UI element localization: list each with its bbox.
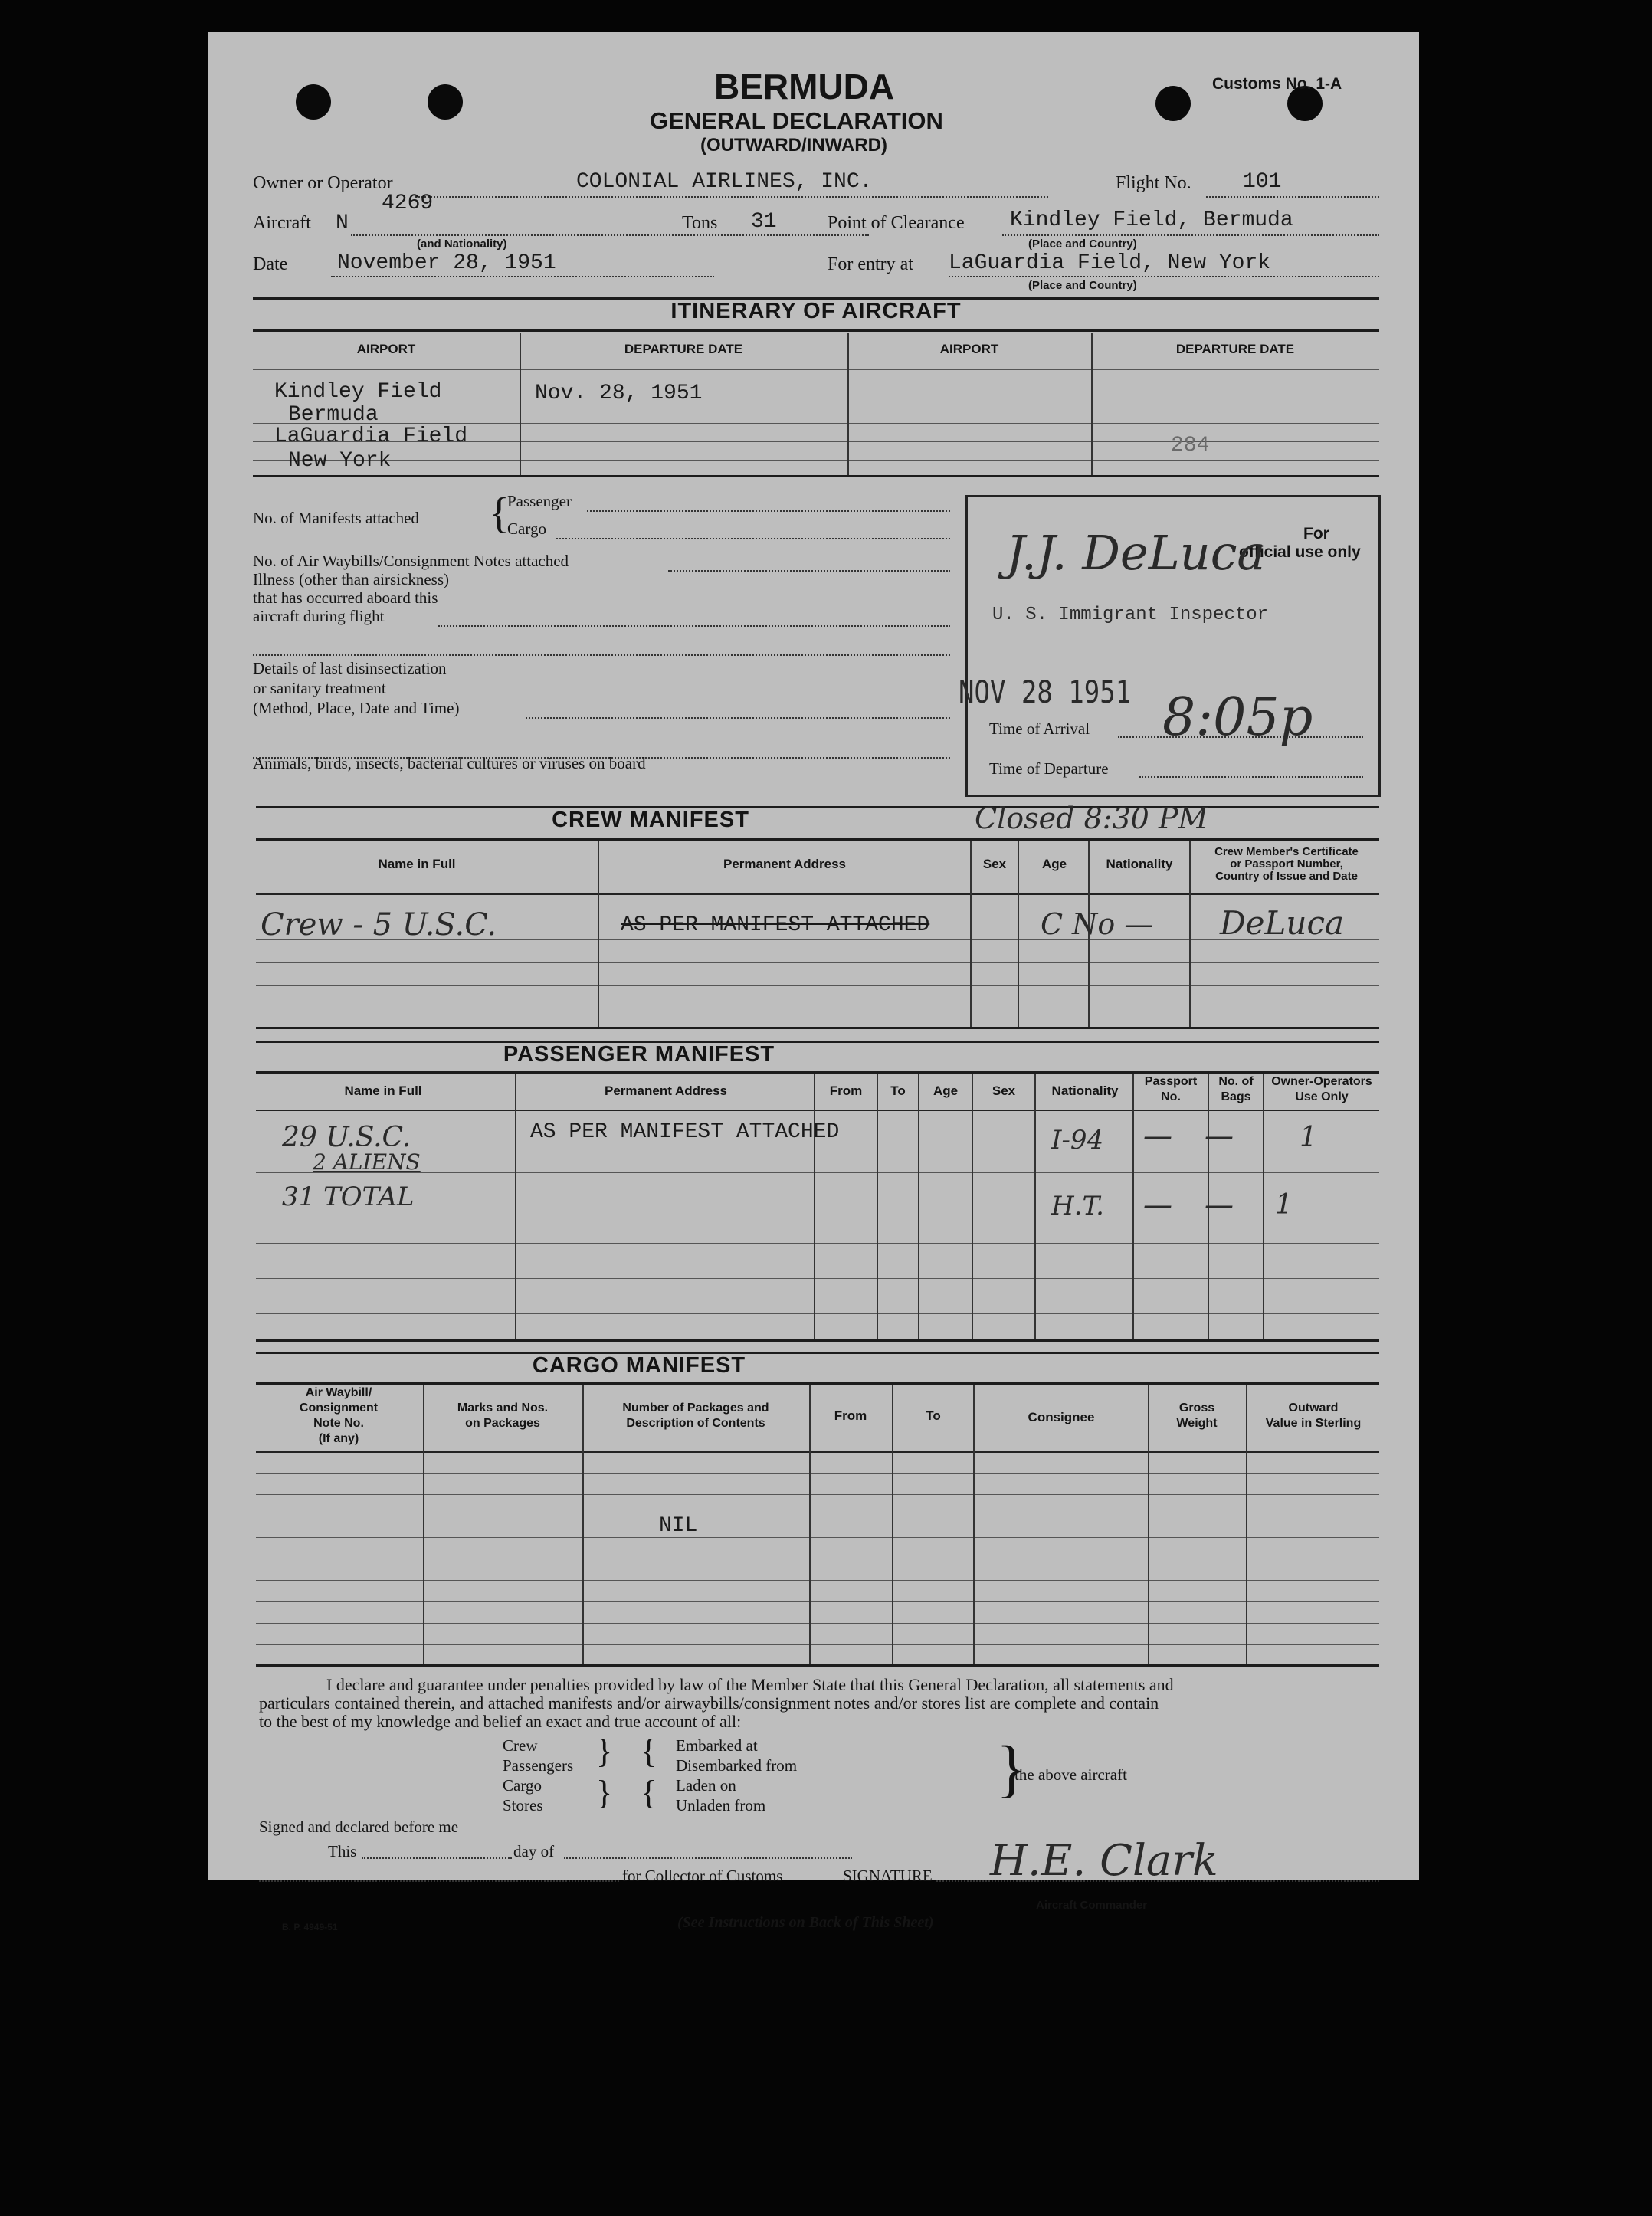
day-of-line (564, 1857, 852, 1859)
illness-label: that has occurred aboard this (253, 588, 438, 607)
cargo-col-divider (1148, 1385, 1149, 1664)
cargo-col-waybill: Air Waybill/ (305, 1386, 372, 1399)
crew-col-name: Name in Full (378, 857, 456, 871)
passenger-entry-aliens: 2 ALIENS (313, 1149, 421, 1175)
cargo-col-packages: Number of Packages and (622, 1401, 769, 1415)
passenger-bags-dash: — (1205, 1119, 1234, 1152)
declaration-form (208, 32, 1419, 1932)
passenger-passport-dash: — (1143, 1188, 1172, 1221)
punch-hole (296, 84, 331, 120)
declaration-text: I declare and guarantee under penalties provided by law of the Member State that this General Declaration, all statements and (326, 1675, 1174, 1694)
aircraft-label: Aircraft (253, 213, 311, 233)
cargo-col-to: To (926, 1408, 941, 1423)
crew-col-nationality: Nationality (1106, 857, 1173, 871)
cargo-col-value: Outward (1288, 1401, 1339, 1415)
cargo-col-weight: Weight (1176, 1417, 1218, 1430)
passenger-nationality: I-94 (1051, 1125, 1104, 1156)
animals-label: Animals, birds, insects, bacterial cultures or viruses on board (253, 754, 646, 772)
cargo-bottom-rule (256, 1664, 1379, 1667)
crew-entry-signature: DeLuca (1220, 904, 1345, 942)
crew-title-rule (256, 838, 1379, 841)
cargo-col-divider (892, 1385, 893, 1664)
passenger-col-bags: Bags (1221, 1090, 1251, 1103)
entry-line (949, 276, 1379, 277)
form-direction: (OUTWARD/INWARD) (700, 135, 887, 156)
date-value: November 28, 1951 (337, 251, 556, 275)
crew-closed-note: Closed 8:30 PM (975, 801, 1208, 835)
waybills-line (668, 570, 950, 572)
declaration-text: to the best of my knowledge and belief an exact and true account of all: (259, 1712, 742, 1731)
declaration-stores: Stores (503, 1796, 543, 1814)
arrival-label: Time of Arrival (989, 720, 1090, 738)
itinerary-airport-2: LaGuardia Field (274, 425, 468, 448)
date-line (331, 276, 714, 277)
passenger-col-divider (1132, 1074, 1134, 1339)
manifests-label: No. of Manifests attached (253, 509, 419, 527)
passenger-passport-dash: — (1143, 1119, 1172, 1152)
passenger-line (587, 510, 950, 512)
cargo-col-from: From (834, 1408, 867, 1423)
passenger-col-owner: Use Only (1295, 1090, 1349, 1103)
passenger-row-rule (256, 1243, 1379, 1244)
crew-col-age: Age (1041, 857, 1067, 871)
passenger-col-passport: No. (1161, 1090, 1181, 1103)
itinerary-airport-2-country: New York (288, 449, 392, 473)
crew-col-sex: Sex (982, 857, 1007, 871)
instructions-note: (See Instructions on Back of This Sheet) (677, 1914, 934, 1931)
crew-row-rule (256, 962, 1379, 963)
passenger-label: Passenger (507, 492, 572, 510)
this-line (362, 1857, 512, 1859)
passenger-col-bags: No. of (1218, 1075, 1254, 1088)
departure-time-label: Time of Departure (989, 759, 1109, 778)
itinerary-col-divider (1091, 333, 1093, 475)
crew-col-divider (1018, 841, 1019, 1027)
itinerary-title: ITINERARY OF AIRCRAFT (670, 299, 962, 323)
disinsect-label: or sanitary treatment (253, 679, 386, 697)
cargo-col-divider (582, 1385, 584, 1664)
this-label: This (328, 1842, 357, 1860)
aircraft-prefix: N (336, 211, 349, 235)
passenger-col-address: Permanent Address (605, 1083, 727, 1098)
passenger-col-divider (1034, 1074, 1036, 1339)
passenger-col-name: Name in Full (344, 1083, 422, 1098)
crew-col-cert: Country of Issue and Date (1215, 870, 1358, 883)
itinerary-title-rule (253, 329, 1379, 332)
cargo-entry: NIL (659, 1514, 698, 1538)
aircraft-line (351, 234, 869, 236)
tons-label: Tons (682, 213, 718, 233)
crew-row-rule (256, 985, 1379, 986)
declaration-brace: } (596, 1732, 613, 1770)
day-of-label: day of (513, 1842, 555, 1860)
disinsect-label: (Method, Place, Date and Time) (253, 699, 460, 717)
cargo-col-marks: on Packages (465, 1417, 540, 1430)
clearance-label: Point of Clearance (828, 213, 965, 233)
illness-line (253, 654, 950, 656)
passenger-col-divider (1263, 1074, 1264, 1339)
passenger-col-age: Age (933, 1083, 959, 1098)
owner-label: Owner or Operator (253, 173, 393, 193)
passenger-bags-dash: — (1205, 1188, 1234, 1221)
passenger-nationality: H.T. (1051, 1191, 1104, 1221)
inspector-signature: J.J. DeLuca (1006, 525, 1266, 581)
passenger-col-divider (918, 1074, 919, 1339)
cargo-col-weight: Gross (1178, 1401, 1215, 1415)
itinerary-row-rule (253, 460, 1379, 461)
declaration-above-aircraft: the above aircraft (1014, 1765, 1127, 1784)
crew-col-cert: Crew Member's Certificate (1214, 845, 1359, 858)
official-use-box (959, 495, 1381, 797)
itinerary-col-airport: AIRPORT (939, 342, 999, 356)
passenger-col-from: From (829, 1083, 863, 1098)
cargo-col-divider (809, 1385, 811, 1664)
clearance-line (1002, 234, 1379, 236)
passenger-col-divider (877, 1074, 878, 1339)
stamp-number: 284 (1171, 434, 1210, 457)
passenger-row-rule (256, 1172, 1379, 1173)
crew-entry-name: Crew - 5 U.S.C. (261, 907, 497, 942)
declaration-passengers: Passengers (503, 1756, 574, 1775)
arrival-date-stamp: NOV 28 1951 (959, 675, 1132, 710)
arrival-time: 8:05p (1162, 687, 1313, 748)
aircraft-value: 4269 (382, 192, 434, 215)
passenger-col-owner: Owner-Operators (1271, 1075, 1372, 1088)
entry-label: For entry at (828, 254, 913, 274)
owner-value: COLONIAL AIRLINES, INC. (576, 170, 873, 194)
form-reference: Customs No. 1-A (1212, 75, 1342, 93)
form-code: B. P. 4949-51 (282, 1922, 338, 1932)
crew-title: CREW MANIFEST (552, 808, 749, 832)
itinerary-col-date: DEPARTURE DATE (1175, 342, 1295, 356)
passenger-row-rule (256, 1278, 1379, 1279)
itinerary-col-divider (520, 333, 521, 475)
declaration-cargo: Cargo (503, 1776, 542, 1795)
cargo-label: Cargo (507, 520, 546, 538)
entry-value: LaGuardia Field, New York (949, 251, 1271, 275)
crew-col-divider (598, 841, 599, 1027)
flight-value: 101 (1243, 170, 1282, 194)
cargo-col-divider (1246, 1385, 1247, 1664)
crew-col-divider (1189, 841, 1191, 1027)
declaration-unladen: Unladen from (676, 1796, 766, 1814)
illness-line (438, 625, 950, 627)
crew-entry-mark: C No — (1041, 907, 1154, 941)
collector-label: for Collector of Customs (622, 1867, 783, 1885)
cargo-col-value: Value in Sterling (1265, 1417, 1362, 1430)
signature-label: SIGNATURE (843, 1867, 933, 1885)
crew-bottom-rule (256, 1027, 1379, 1029)
aircraft-note: (and Nationality) (417, 238, 507, 251)
declaration-laden: Laden on (676, 1776, 736, 1795)
clearance-note: (Place and Country) (1028, 238, 1137, 251)
cargo-title-rule (256, 1382, 1379, 1385)
waybills-label: No. of Air Waybills/Consignment Notes attached (253, 552, 569, 570)
declaration-disembarked: Disembarked from (676, 1756, 798, 1775)
declaration-brace: } (996, 1733, 1028, 1805)
cargo-title: CARGO MANIFEST (532, 1353, 746, 1378)
cargo-col-consignee: Consignee (1028, 1410, 1095, 1424)
passenger-owner-count: 1 (1300, 1122, 1317, 1153)
passenger-col-nationality: Nationality (1051, 1083, 1119, 1098)
itinerary-airport-1: Kindley Field (274, 380, 442, 404)
cargo-line (556, 538, 950, 539)
passenger-entry-address: AS PER MANIFEST ATTACHED (530, 1120, 840, 1144)
clearance-value: Kindley Field, Bermuda (1010, 208, 1293, 232)
passenger-col-sex: Sex (992, 1083, 1016, 1098)
disinsect-label: Details of last disinsectization (253, 659, 447, 677)
cargo-col-divider (973, 1385, 975, 1664)
declaration-crew: Crew (503, 1736, 538, 1755)
declaration-brace: { (641, 1732, 657, 1770)
crew-col-cert: or Passport Number, (1230, 857, 1343, 870)
form-title: BERMUDA (714, 67, 895, 107)
manifests-brace: { (489, 490, 510, 537)
cargo-col-marks: Marks and Nos. (457, 1401, 549, 1415)
commander-label: Aircraft Commander (1036, 1899, 1148, 1912)
crew-entry-address: AS PER MANIFEST ATTACHED (621, 913, 930, 937)
official-use-label: official use only (1239, 543, 1361, 561)
passenger-entry-total: 31 TOTAL (282, 1182, 415, 1212)
itinerary-col-date: DEPARTURE DATE (624, 342, 743, 356)
passenger-col-divider (814, 1074, 815, 1339)
commander-signature: H.E. Clark (990, 1836, 1218, 1886)
cargo-col-divider (423, 1385, 424, 1664)
signed-before-label: Signed and declared before me (259, 1818, 459, 1836)
itinerary-departure-date: Nov. 28, 1951 (535, 382, 703, 405)
cargo-col-packages: Description of Contents (626, 1417, 765, 1430)
passenger-row-rule (256, 1313, 1379, 1314)
form-subtitle: GENERAL DECLARATION (650, 107, 943, 134)
itinerary-header-rule (253, 369, 1379, 370)
declaration-brace: { (641, 1774, 657, 1811)
passenger-title-rule (256, 1071, 1379, 1074)
itinerary-bottom-rule (253, 475, 1379, 477)
passenger-col-passport: Passport (1144, 1075, 1198, 1088)
passenger-col-divider (972, 1074, 973, 1339)
passenger-entry-count: 29 U.S.C. (282, 1122, 411, 1153)
disinsect-line (526, 717, 950, 719)
crew-header-rule (256, 893, 1379, 895)
punch-hole (1155, 86, 1191, 121)
illness-label: aircraft during flight (253, 607, 385, 625)
inspector-stamp: U. S. Immigrant Inspector (992, 605, 1269, 625)
passenger-title: PASSENGER MANIFEST (503, 1042, 775, 1067)
passenger-col-to: To (890, 1083, 906, 1098)
illness-label: Illness (other than airsickness) (253, 570, 450, 588)
owner-line (415, 196, 1048, 198)
crew-col-address: Permanent Address (723, 857, 846, 871)
declaration-text: particulars contained therein, and attached manifests and/or airwaybills/consignment notes and/or stores list are complete and contain (259, 1693, 1159, 1713)
itinerary-col-divider (847, 333, 849, 475)
itinerary-row-rule (253, 423, 1379, 424)
official-for-label: For (1303, 525, 1329, 543)
entry-note: (Place and Country) (1028, 279, 1137, 292)
passenger-owner-count: 1 (1275, 1189, 1293, 1221)
declaration-brace: } (596, 1774, 613, 1811)
flight-label: Flight No. (1116, 173, 1191, 193)
cargo-col-waybill: Consignment (299, 1401, 379, 1415)
itinerary-col-airport: AIRPORT (356, 342, 416, 356)
collector-line (259, 1880, 619, 1882)
passenger-bottom-rule (256, 1339, 1379, 1342)
date-label: Date (253, 254, 288, 274)
departure-time-line (1139, 776, 1363, 778)
passenger-header-rule (256, 1110, 1379, 1111)
punch-hole (428, 84, 463, 120)
passenger-col-divider (515, 1074, 516, 1339)
cargo-col-waybill: (If any) (318, 1432, 359, 1445)
crew-col-divider (970, 841, 972, 1027)
flight-line (1206, 196, 1379, 198)
itinerary-airport-1-country: Bermuda (288, 403, 379, 427)
declaration-embarked: Embarked at (676, 1736, 758, 1755)
cargo-col-waybill: Note No. (313, 1417, 364, 1430)
tons-value: 31 (751, 210, 777, 234)
